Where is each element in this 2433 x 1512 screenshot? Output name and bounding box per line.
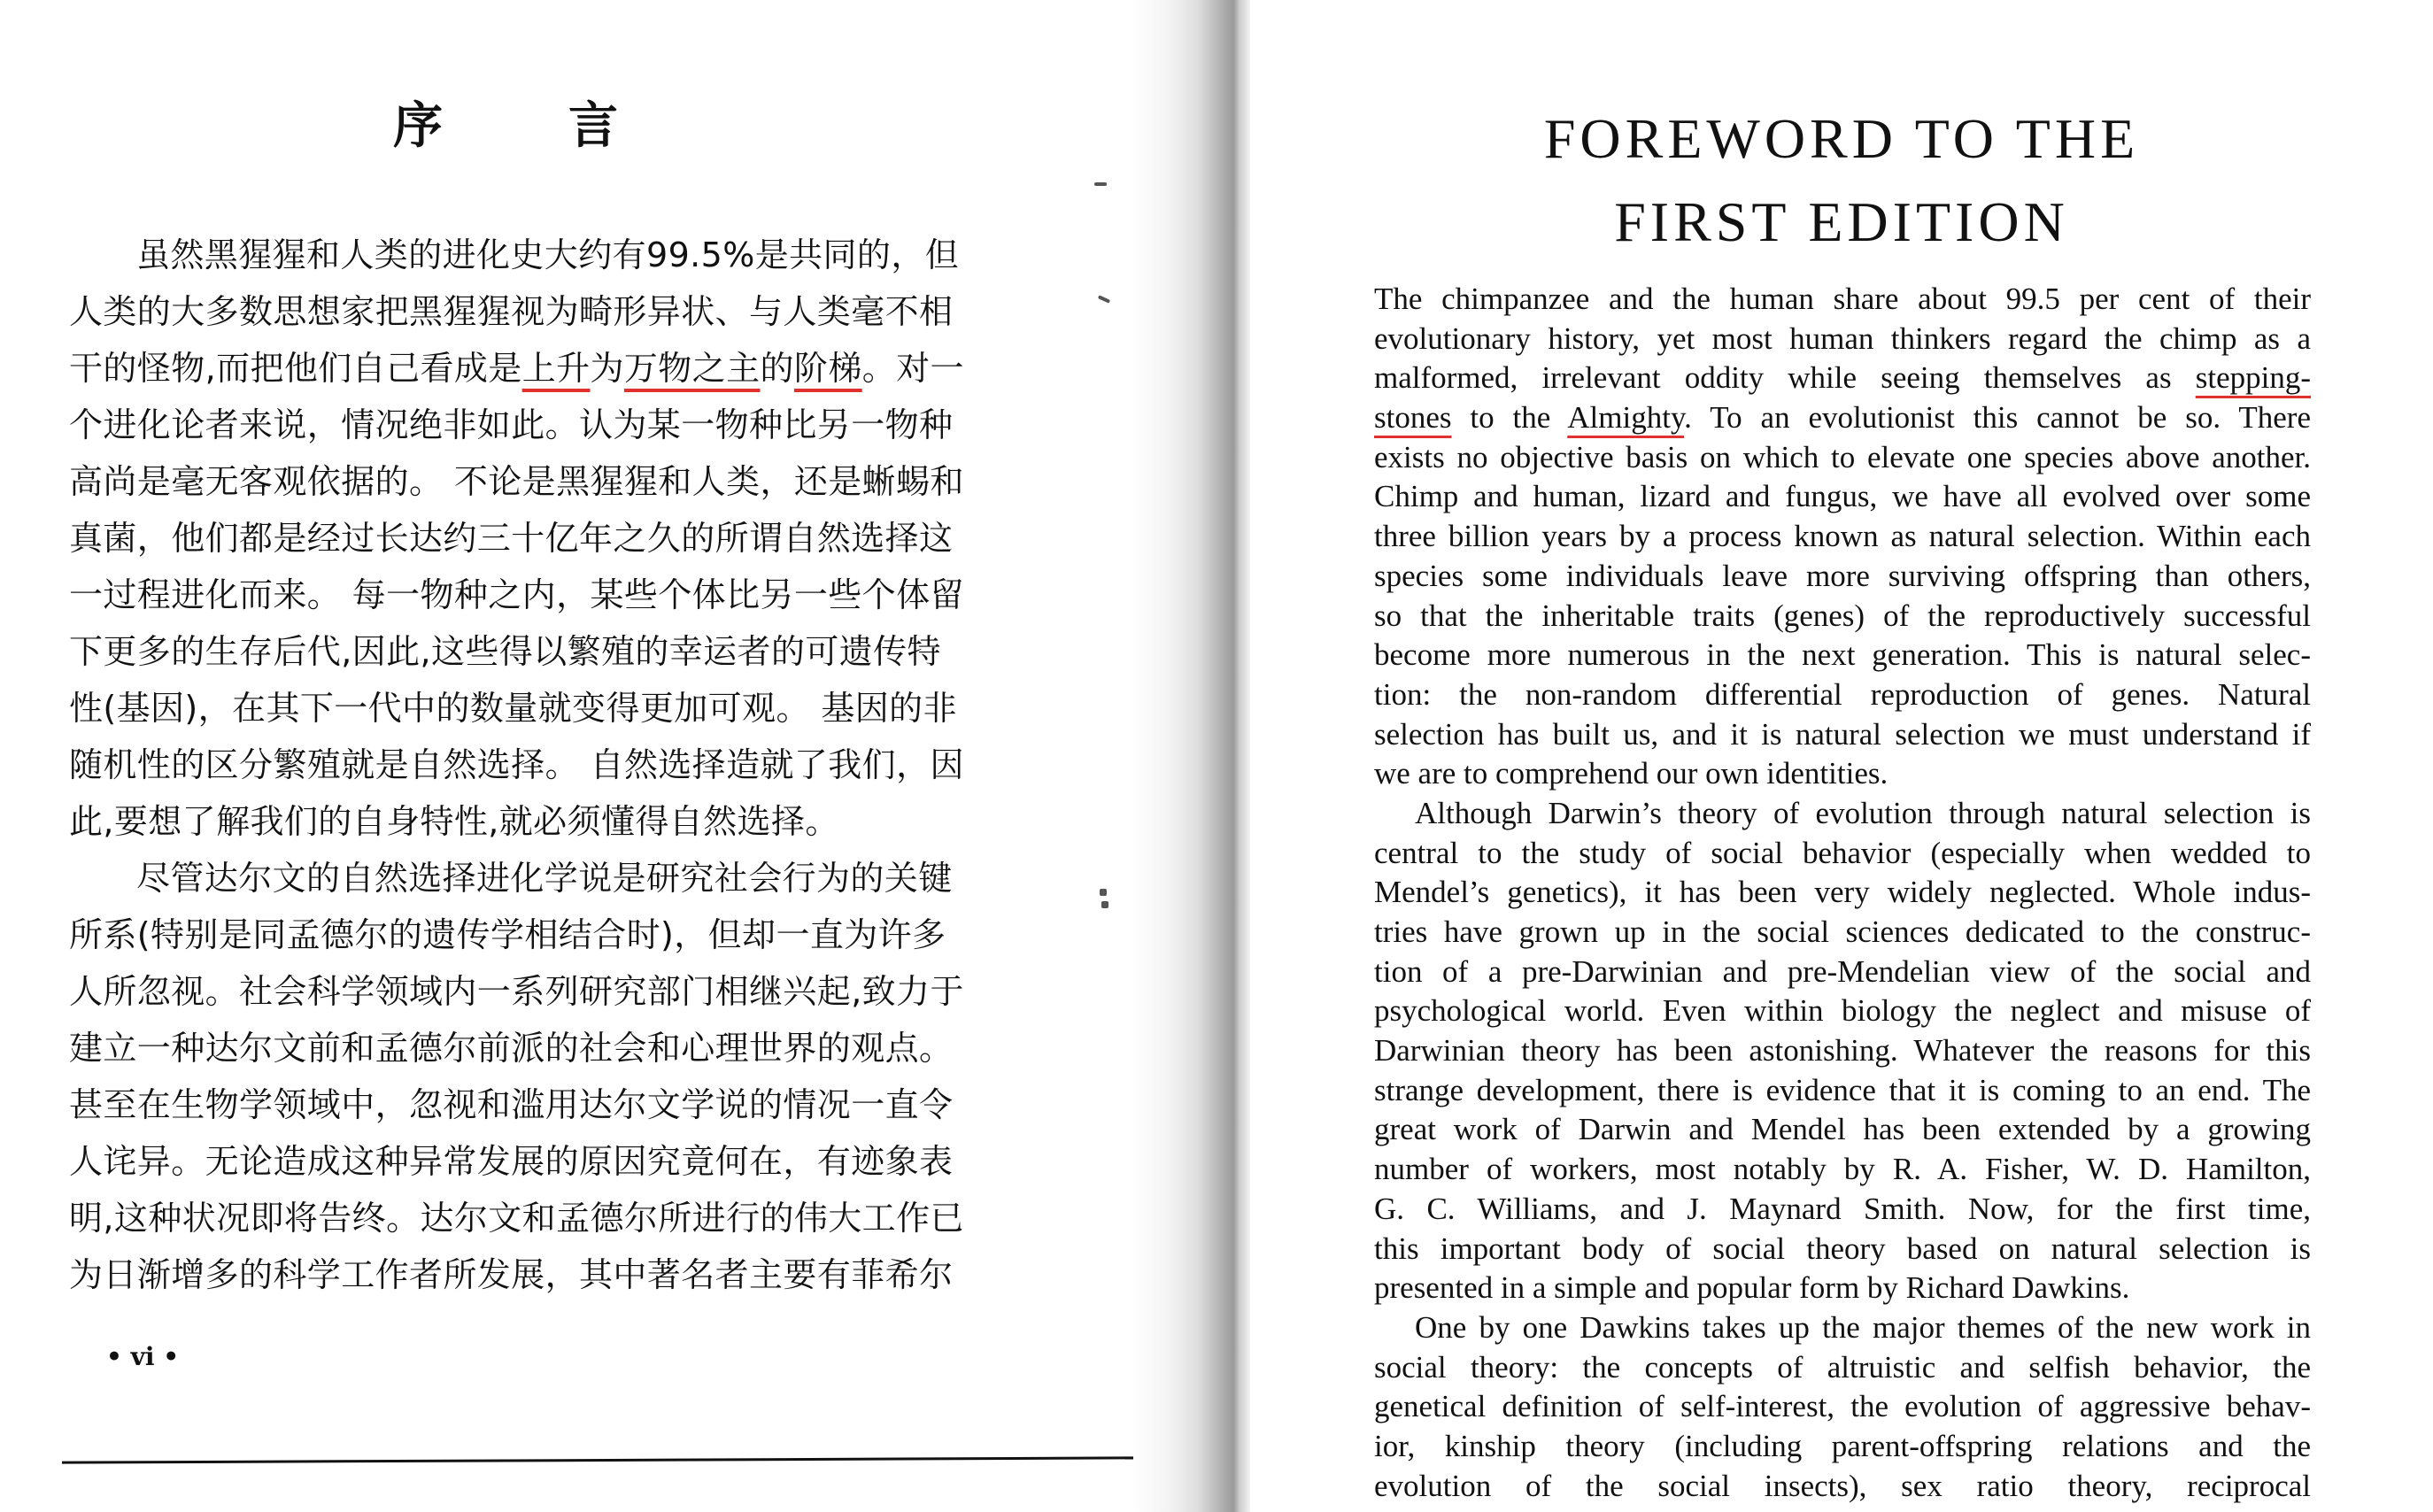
chinese-line: 人所忽视。社会科学领域内一系列研究部门相继兴起,致力于 bbox=[69, 972, 964, 1011]
chinese-line: 所系(特别是同孟德尔的遗传学相结合时)，但却一直为许多 bbox=[69, 915, 946, 954]
english-title-line-1: FOREWORD TO THE bbox=[1543, 107, 2140, 170]
english-line: presented in a simple and popular form by Richard Dawkins. bbox=[1374, 1270, 2130, 1306]
chinese-line: 为日渐增多的科学工作者所发展，其中著名者主要有菲希尔 bbox=[69, 1255, 954, 1294]
underline-mark: 万物之主 bbox=[623, 349, 761, 388]
english-title-line-2: FIRST EDITION bbox=[1614, 190, 2069, 253]
scan-speck bbox=[1094, 182, 1107, 186]
chinese-line: 人类的大多数思想家把黑猩猩视为畸形异状、与人类毫不相 bbox=[69, 292, 954, 331]
english-line: ior, kinship theory (including parent-offspring relations and the bbox=[1374, 1428, 2311, 1463]
chinese-line: 明,这种状况即将告终。达尔文和孟德尔所进行的伟大工作已 bbox=[69, 1199, 964, 1238]
english-line: selection has built us, and it is natural selection we must understand if bbox=[1374, 716, 2311, 752]
english-line: tion of a pre-Darwinian and pre-Mendelian view of the social and bbox=[1374, 953, 2311, 989]
english-line: evolutionary history, yet most human thinkers regard the chimp as a bbox=[1374, 320, 2311, 356]
english-line: Mendel’s genetics), it has been very widely neglected. Whole indus- bbox=[1374, 875, 2311, 910]
english-line: Darwinian theory has been astonishing. Whatever the reasons for this bbox=[1374, 1033, 2311, 1068]
chinese-body-text bbox=[69, 227, 964, 1303]
english-title bbox=[1250, 97, 2433, 264]
text-run: malformed, irrelevant oddity while seeing themselves as bbox=[1374, 360, 2196, 396]
english-body-text bbox=[1374, 280, 2311, 1506]
underline-mark: Almighty bbox=[1567, 400, 1685, 436]
chinese-line: 建立一种达尔文前和孟德尔前派的社会和心理世界的观点。 bbox=[69, 1029, 954, 1068]
right-page-english bbox=[1250, 0, 2433, 1512]
english-line: tion: the non-random differential reproduction of genes. Natural bbox=[1374, 676, 2311, 712]
english-line: psychological world. Even within biology the neglect and misuse of bbox=[1374, 993, 2311, 1029]
chinese-title-char-1: 序 bbox=[393, 96, 443, 155]
english-line: this important body of social theory based on natural selection is bbox=[1374, 1230, 2311, 1266]
chinese-line: 一过程进化而来。 每一物种之内，某些个体比另一些个体留 bbox=[69, 575, 964, 614]
english-line: strange development, there is evidence that it is coming to an end. The bbox=[1374, 1072, 2311, 1107]
underline-mark: 阶梯 bbox=[793, 349, 862, 388]
english-line: we are to comprehend our own identities. bbox=[1374, 756, 1888, 791]
text-run: to the bbox=[1451, 400, 1568, 436]
english-line: number of workers, most notably by R. A. Fisher, W. D. Hamilton, bbox=[1374, 1152, 2311, 1187]
english-line: G. C. Williams, and J. Maynard Smith. Now, for the first time, bbox=[1374, 1191, 2311, 1226]
english-line: exists no objective basis on which to elevate one species above another. bbox=[1374, 439, 2311, 474]
english-line: central to the study of social behavior (especially when wedded to bbox=[1374, 835, 2311, 870]
chinese-line-highlighted bbox=[69, 340, 964, 397]
scan-speck bbox=[1098, 295, 1110, 304]
bottom-rule-line bbox=[62, 1456, 1142, 1463]
text-run: . To an evolutionist this cannot be so. There bbox=[1684, 400, 2311, 436]
english-line: become more numerous in the next generation. This is natural selec- bbox=[1374, 637, 2311, 673]
english-line: evolution of the social insects), sex ratio theory, reciprocal bbox=[1374, 1468, 2311, 1503]
english-line: so that the inheritable traits (genes) of the reproductively successful bbox=[1374, 598, 2311, 633]
english-line: species some individuals leave more surviving offspring than others, bbox=[1374, 558, 2311, 593]
chinese-line: 高尚是毫无客观依据的。 不论是黑猩猩和人类，还是蜥蜴和 bbox=[69, 462, 964, 501]
chinese-line: 此,要想了解我们的自身特性,就必须懂得自然选择。 bbox=[69, 802, 839, 841]
english-line: The chimpanzee and the human share about 99.5 per cent of their bbox=[1374, 282, 2311, 316]
english-line: social theory: the concepts of altruistic and selfish behavior, the bbox=[1374, 1349, 2311, 1385]
chinese-line: 个进化论者来说，情况绝非如此。认为某一物种比另一物种 bbox=[69, 405, 954, 444]
book-gutter-shadow bbox=[1133, 0, 1250, 1512]
underline-mark: stones bbox=[1374, 400, 1452, 436]
chinese-line: 尽管达尔文的自然选择进化学说是研究社会行为的关键 bbox=[136, 859, 953, 898]
english-line: One by one Dawkins takes up the major themes of the new work in bbox=[1415, 1309, 2311, 1345]
underline-mark: 上升 bbox=[521, 349, 591, 388]
text-run: 为 bbox=[590, 349, 624, 388]
english-line-highlighted bbox=[1374, 398, 2311, 438]
chinese-line: 人诧异。无论造成这种异常发展的原因究竟何在，有迹象表 bbox=[69, 1142, 954, 1181]
text-run: 。对一 bbox=[861, 349, 964, 388]
chinese-line: 虽然黑猩猩和人类的进化史大约有99.5%是共同的，但 bbox=[136, 235, 960, 274]
chinese-line: 性(基因)，在其下一代中的数量就变得更加可观。 基因的非 bbox=[69, 689, 957, 728]
page-number: • vi • bbox=[106, 1342, 180, 1371]
text-run: 干的怪物,而把他们自己看成是 bbox=[69, 349, 522, 388]
english-line: great work of Darwin and Mendel has been extended by a growing bbox=[1374, 1112, 2311, 1147]
chinese-line: 甚至在生物学领域中，忽视和滥用达尔文学说的情况一直令 bbox=[69, 1085, 954, 1124]
english-line: tries have grown up in the social sciences dedicated to the construc- bbox=[1374, 914, 2311, 949]
chinese-line: 随机性的区分繁殖就是自然选择。 自然选择造就了我们，因 bbox=[69, 745, 964, 784]
scan-speck bbox=[1100, 889, 1107, 896]
english-line-highlighted bbox=[1374, 359, 2311, 398]
chinese-line: 下更多的生存后代,因此,这些得以繁殖的幸运者的可遗传特 bbox=[69, 632, 941, 671]
chinese-line: 真菌，他们都是经过长达约三十亿年之久的所谓自然选择这 bbox=[69, 519, 954, 558]
text-run: 的 bbox=[760, 349, 794, 388]
chinese-title-char-2: 言 bbox=[568, 96, 618, 155]
english-line: genetical definition of self-interest, the evolution of aggressive behav- bbox=[1374, 1389, 2311, 1424]
english-line: Chimp and human, lizard and fungus, we have all evolved over some bbox=[1374, 479, 2311, 514]
english-line: three billion years by a process known as natural selection. Within each bbox=[1374, 519, 2311, 554]
scan-speck bbox=[1101, 901, 1108, 908]
left-page-chinese bbox=[0, 0, 1133, 1512]
english-line: Although Darwin’s theory of evolution through natural selection is bbox=[1415, 795, 2311, 830]
underline-mark: stepping- bbox=[2195, 360, 2311, 396]
